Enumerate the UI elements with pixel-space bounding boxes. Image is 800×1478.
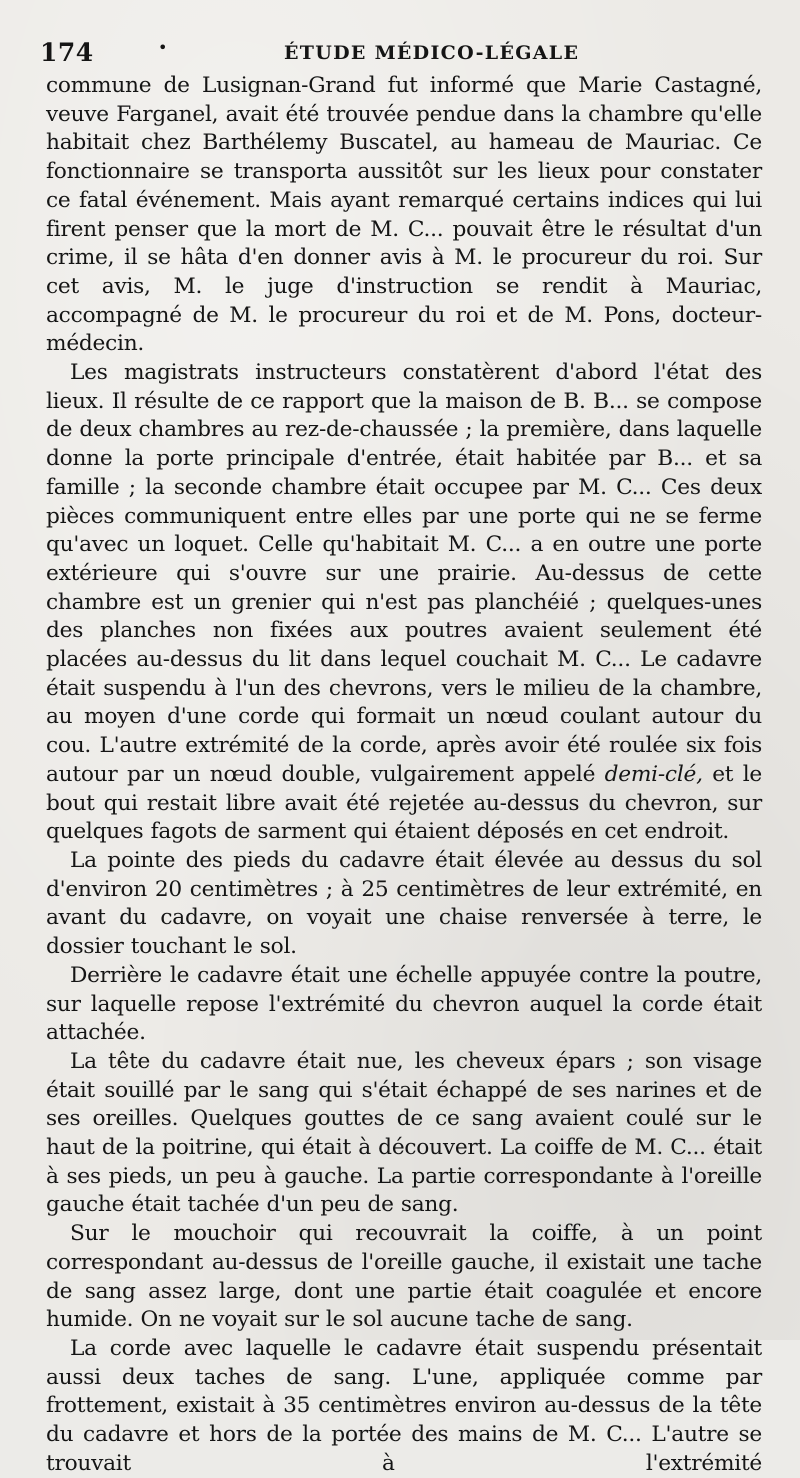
paragraph-7-text: La corde avec laquelle le cadavre était suspendu présentait aussi deux taches de sang. L'une, appliquée comme par frottement, existait à 35 centimètres environ au-dessus de la tête du cadavre et hors de la portée des mains de M. C... L'autre se trouvait à l'extrémité bbox=[46, 1335, 762, 1476]
paragraph-2 bbox=[46, 359, 762, 847]
paragraph-4 bbox=[46, 962, 762, 1048]
paragraph-3-text: La pointe des pieds du cadavre était élevée au dessus du sol d'environ 20 centimètres ; à 25 centimètres de leur extrémité, en avant du cadavre, on voyait une chaise renversée à terre, le dossier touchant le sol. bbox=[46, 847, 762, 960]
running-title: ÉTUDE MÉDICO-LÉGALE bbox=[284, 42, 580, 64]
paragraph-6 bbox=[46, 1220, 762, 1335]
paragraph-5 bbox=[46, 1048, 762, 1220]
paragraph-2-text-start: Les magistrats instructeurs constatèrent d'abord l'état des lieux. Il résulte de ce rapport que la maison de B. B... se compose de deux chambres au rez-de-chaussée ; la première, dans laquelle donne la porte principale d'entrée, était habitée par B... et sa famille ; la seconde chambre était occupee par M. C... Ces deux pièces communiquent entre elles par une porte qui ne se ferme qu'avec un loquet. Celle qu'habitait M. C... a en outre une porte extérieure qui s'ouvre sur une prairie. Au-dessus de cette chambre est un grenier qui n'est pas planchéié ; quelques-unes des planches non fixées aux poutres avaient seulement été placées au-dessus du lit dans lequel couchait M. C... Le cadavre était suspendu à l'un des chevrons, vers le milieu de la chambre, au moyen d'une corde qui formait un nœud coulant autour du cou. L'autre extrémité de la corde, après avoir été roulée six fois autour par un nœud double, vulgairement appelé bbox=[46, 360, 762, 787]
page-number: 174 bbox=[40, 38, 94, 67]
body-text bbox=[46, 72, 762, 1478]
paragraph-7 bbox=[46, 1335, 762, 1478]
paragraph-2-text-end: et le bout qui restait libre avait été rejetée au-dessus du chevron, sur quelques fagots de sarment qui étaient déposés en cet endroit. bbox=[46, 761, 762, 845]
running-head bbox=[40, 34, 762, 68]
paragraph-2-emphasis: demi-clé, bbox=[604, 761, 703, 787]
paragraph-5-text: La tête du cadavre était nue, les cheveux épars ; son visage était souillé par le sang qui s'était échappé de ses narines et de ses oreilles. Quelques gouttes de ce sang avaient coulé sur le haut de la poitrine, qui était à découvert. La coiffe de M. C... était à ses pieds, un peu à gauche. La partie correspondante à l'oreille gauche était tachée d'un peu de sang. bbox=[46, 1048, 762, 1218]
paragraph-3 bbox=[46, 847, 762, 962]
paragraph-4-text: Derrière le cadavre était une échelle appuyée contre la poutre, sur laquelle repose l'extrémité du chevron auquel la corde était attachée. bbox=[46, 962, 762, 1046]
paragraph-1 bbox=[46, 72, 762, 359]
paragraph-6-text: Sur le mouchoir qui recouvrait la coiffe, à un point correspondant au-dessus de l'oreille gauche, il existait une tache de sang assez large, dont une partie était coagulée et encore humide. On ne voyait sur le sol aucune tache de sang. bbox=[46, 1221, 762, 1333]
header-mark: • bbox=[158, 38, 168, 57]
paragraph-1-text: commune de Lusignan-Grand fut informé que Marie Castagné, veuve Farganel, avait été trouvée pendue dans la chambre qu'elle habitait chez Barthélemy Buscatel, au hameau de Mauriac. Ce fonctionnaire se transporta aussitôt sur les lieux pour constater ce fatal événement. Mais ayant remarqué certains indices qui lui firent penser que la mort de M. C... pouvait être le résultat d'un crime, il se hâta d'en donner avis à M. le procureur du roi. Sur cet avis, M. le juge d'instruction se rendit à Mauriac, accompagné de M. le procureur du roi et de M. Pons, docteur-médecin. bbox=[46, 73, 762, 357]
